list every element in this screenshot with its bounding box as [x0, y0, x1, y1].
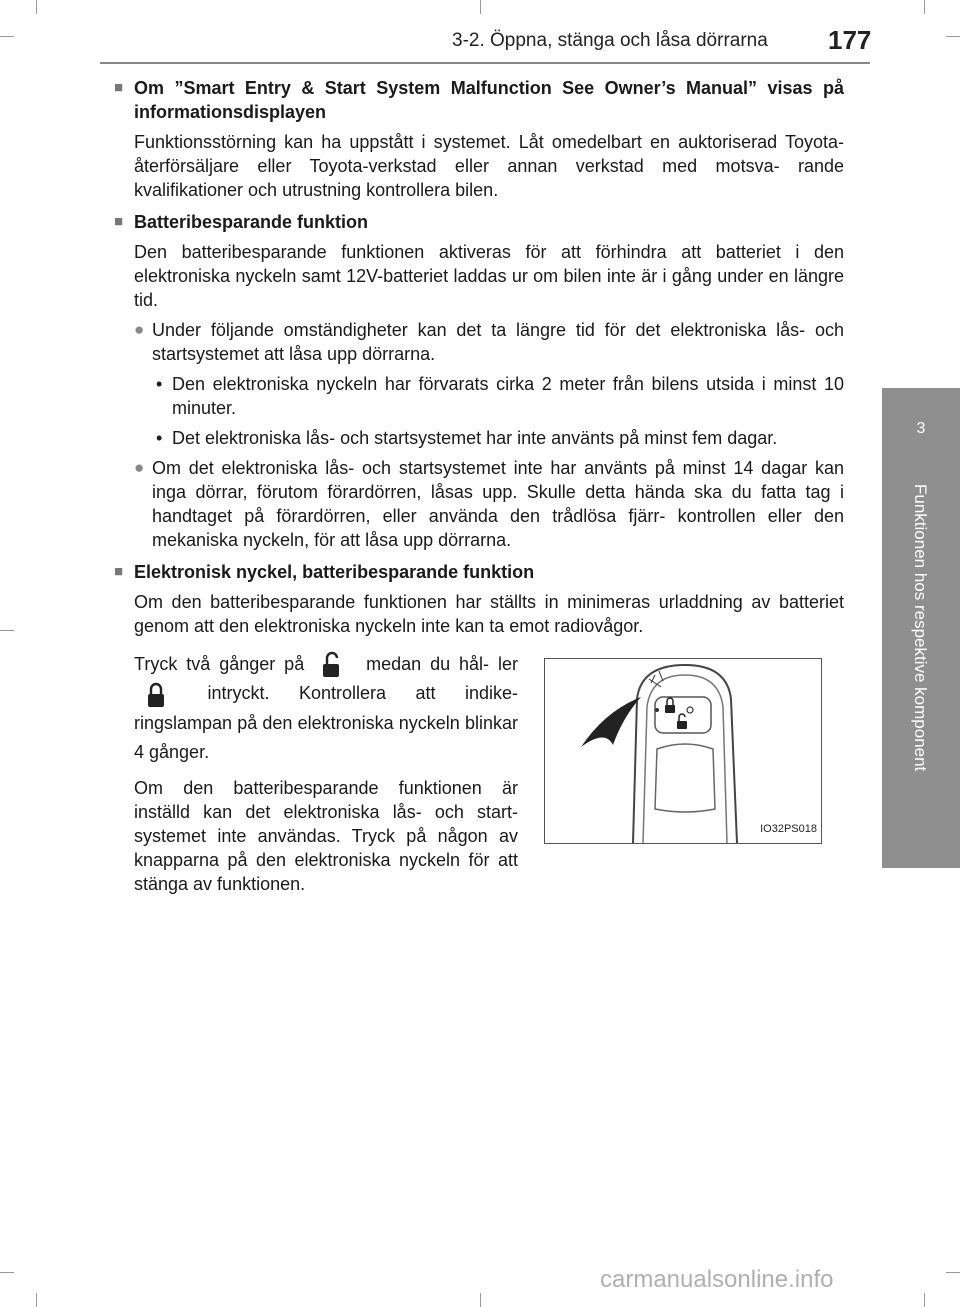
- key-fob-illustration: [544, 658, 822, 844]
- sub-list-item-text: Det elektroniska lås- och startsystemet har inte använts på minst fem dagar.: [172, 428, 778, 448]
- paragraph: Om den batteribesparande funktionen har ställts in minimeras urladdning av batteriet genom att den elektroniska nyckeln inte kan ta emot radiovågor.: [134, 592, 844, 636]
- circle-bullet-icon: ●: [134, 320, 145, 339]
- unlock-icon: [313, 651, 357, 679]
- crop-mark: [0, 36, 14, 37]
- list-item-text: Under följande omständigheter kan det ta längre tid för det elektroniska lås- och startsystemet att låsa upp dörrarna.: [152, 320, 844, 364]
- crop-mark: [924, 0, 925, 14]
- square-bullet-icon: ■: [114, 563, 124, 580]
- page-number: 177: [828, 25, 872, 55]
- section-heading-text: Elektronisk nyckel, batteribesparande funktion: [134, 562, 535, 582]
- paragraph: Om den batteribesparande funktionen är inställd kan det elektroniska lås- och start- systemet inte användas. Tryck på någon av knapparna på den elektroniska nyckeln för att stänga av funktionen.: [134, 778, 518, 894]
- crop-mark: [0, 1272, 14, 1273]
- section-heading-text: Om ”Smart Entry & Start System Malfunction See Owner’s Manual” visas på informationsdisplayen: [134, 78, 844, 122]
- chapter-side-tab: [882, 388, 960, 868]
- square-bullet-icon: ■: [114, 213, 124, 230]
- crop-mark: [0, 630, 14, 631]
- lock-icon: [134, 681, 178, 709]
- page-content: [114, 76, 844, 894]
- square-bullet-icon: ■: [114, 79, 124, 96]
- dot-bullet-icon: •: [156, 374, 163, 394]
- sub-list-item: [156, 372, 844, 420]
- chapter-label: Funktionen hos respektive komponent: [911, 484, 930, 772]
- watermark: carmanualsonline.info: [600, 1266, 834, 1293]
- list-item-text: Om det elektroniska lås- och startsystemet inte har använts på minst 14 dagar kan inga dörrar, förutom förardörren, låsas upp. Skulle detta hända ska du fatta tag i handtaget på förardörren, eller använda den trådlösa fjärr- kontrollen eller den mekaniska nyckeln, för att låsa upp dörrarna.: [152, 458, 844, 550]
- figure-block: [134, 650, 844, 894]
- paragraph: Den batteribesparande funktionen aktiveras för att förhindra att batteriet i den elektroniska nyckeln samt 12V-batteriet laddas ur om bilen inte är i gång under en längre tid.: [134, 242, 844, 310]
- paragraph: Funktionsstörning kan ha uppstått i systemet. Låt omedelbart en auktoriserad Toyota-återförsäljare eller Toyota-verkstad eller annan verkstad med motsva- rande kvalifikationer och utrustning kontrollera bilen.: [134, 132, 844, 200]
- sub-list-item: [156, 426, 844, 450]
- section-heading-text: Batteribesparande funktion: [134, 212, 369, 232]
- crop-mark: [480, 0, 481, 14]
- section-heading: [114, 210, 844, 234]
- crop-mark: [36, 0, 37, 14]
- crop-mark: [480, 1293, 481, 1307]
- header-title: 3-2. Öppna, stänga och låsa dörrarna: [452, 30, 768, 51]
- key-fob-icon: [545, 659, 821, 843]
- instruction-text: Tryck två gånger på: [134, 654, 305, 674]
- section-heading: [114, 560, 844, 584]
- crop-mark: [36, 1293, 37, 1307]
- crop-mark: [924, 1293, 925, 1307]
- circle-bullet-icon: ●: [134, 458, 145, 477]
- instruction-text: medan du hål- ler: [366, 654, 518, 674]
- sub-list-item-text: Den elektroniska nyckeln har förvarats cirka 2 meter från bilens utsida i minst 10 minuter.: [172, 374, 844, 418]
- dot-bullet-icon: •: [156, 428, 163, 448]
- figure-code: IO32PS018: [760, 823, 817, 835]
- list-item: [134, 318, 844, 366]
- crop-mark: [946, 36, 960, 37]
- header-divider: [100, 62, 870, 64]
- crop-mark: [946, 1272, 960, 1273]
- list-item: [134, 456, 844, 552]
- instruction-paragraph: [134, 650, 518, 767]
- section-heading: [114, 76, 844, 124]
- chapter-number: 3: [916, 420, 926, 437]
- instruction-text: intryckt. Kontrollera att indike- ringslampan på den elektroniska nyckeln blinkar 4 gånger.: [134, 683, 518, 762]
